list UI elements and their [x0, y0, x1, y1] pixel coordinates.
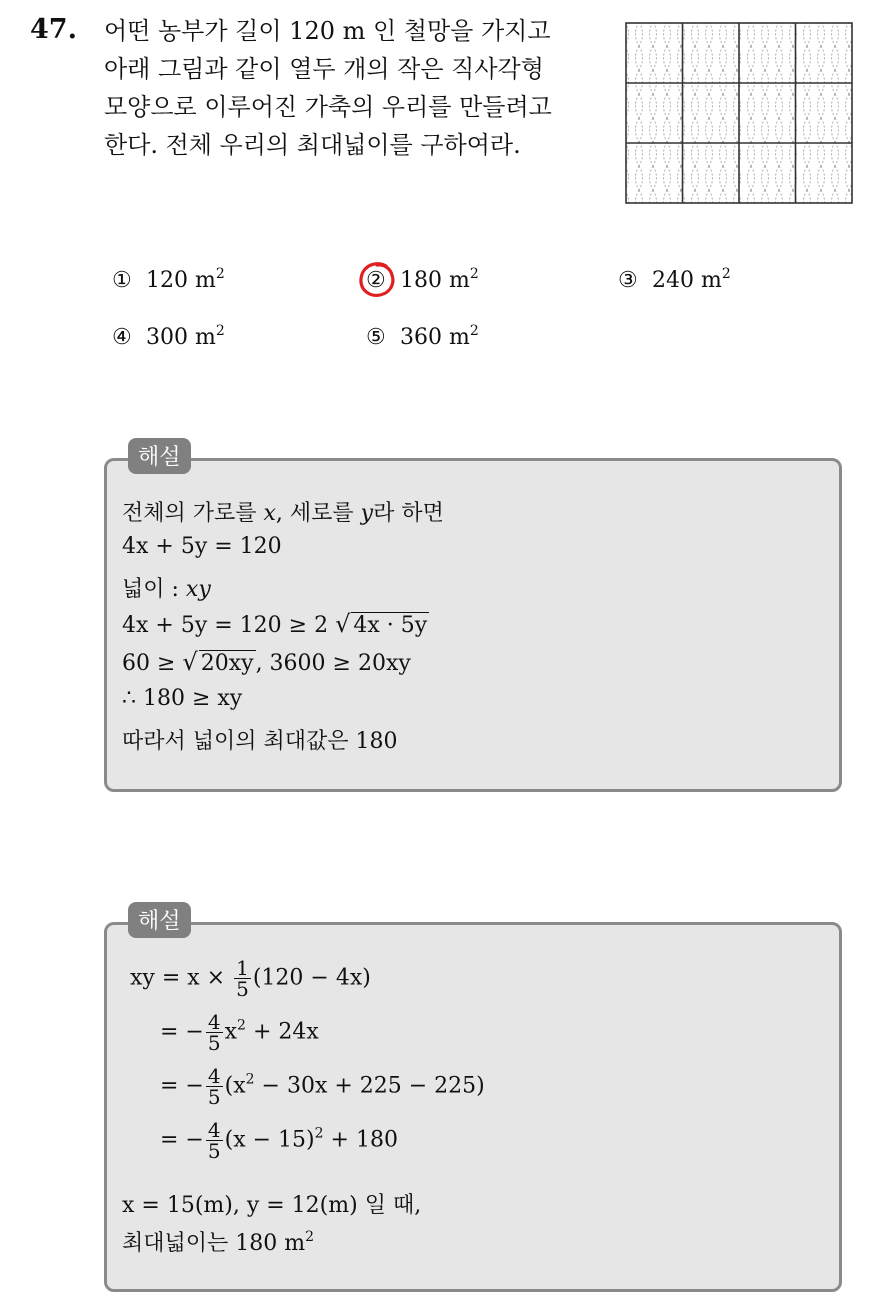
choice-number: ④ [112, 325, 132, 350]
choice-exponent: 2 [469, 323, 479, 339]
text: (x [224, 1073, 246, 1099]
text: 최대넓이는 180 m [122, 1231, 306, 1256]
var-x: x [263, 501, 276, 526]
choice-value: 300 m [146, 325, 216, 350]
choice-1[interactable] [112, 268, 225, 293]
numerator: 4 [207, 1064, 221, 1088]
solution1-line-3 [122, 572, 211, 603]
solution2-line-6 [122, 1226, 314, 1257]
text: = − [160, 1019, 204, 1045]
choice-exponent: 2 [469, 266, 479, 282]
choice-number: ③ [618, 268, 638, 293]
radical-sign: √ [335, 610, 351, 638]
text: + 24x [245, 1019, 319, 1045]
fraction [206, 1012, 223, 1053]
solution1-line-2: 4x + 5y = 120 [122, 534, 282, 559]
text: , 세로를 [275, 501, 361, 526]
solution2-eq-4 [160, 1120, 398, 1161]
text: xy = x × [130, 965, 233, 991]
var-xy: xy [185, 577, 211, 602]
solution1-line-1 [122, 496, 444, 527]
choice-3[interactable] [618, 268, 731, 293]
text: = − [160, 1073, 204, 1099]
text: 4x + 5y = 120 ≥ 2 [122, 613, 329, 638]
solution2-eq-1 [130, 958, 371, 999]
text: 60 ≥ [122, 651, 183, 676]
fraction [206, 1066, 223, 1107]
var-y: y [360, 501, 374, 526]
radical-sign: √ [182, 648, 198, 676]
denominator: 5 [207, 1139, 221, 1163]
text: (x − 15) [224, 1127, 315, 1153]
choice-number: ⑤ [366, 325, 386, 350]
choice-exponent: 2 [721, 266, 731, 282]
text: x [224, 1019, 238, 1045]
solution1-line-5 [122, 648, 411, 676]
text: 전체의 가로를 [122, 501, 264, 526]
solution2-eq-3 [160, 1066, 485, 1107]
text: (120 − 4x) [252, 965, 371, 991]
numerator: 4 [207, 1118, 221, 1142]
solution2-eq-2 [160, 1012, 319, 1053]
text: − 30x + 225 − 225) [254, 1073, 485, 1099]
choice-exponent: 2 [215, 323, 225, 339]
fraction [234, 958, 251, 999]
fraction [206, 1120, 223, 1161]
numerator: 4 [207, 1010, 221, 1034]
radicand: 20xy [200, 651, 254, 676]
answer-circle-mark [356, 260, 398, 300]
choice-exponent: 2 [215, 266, 225, 282]
text: + 180 [323, 1127, 398, 1153]
solution1-line-7: 따라서 넓이의 최대값은 180 [122, 729, 398, 754]
text: = − [160, 1127, 204, 1153]
denominator: 5 [236, 977, 249, 1001]
exponent: 2 [245, 1071, 255, 1088]
choice-number: ① [112, 268, 132, 293]
choice-5[interactable] [366, 325, 479, 350]
solution2-line-5: x = 15(m), y = 12(m) 일 때, [122, 1193, 422, 1218]
question-line: 모양으로 이루어진 가축의 우리를 만들려고 [104, 93, 552, 121]
denominator: 5 [207, 1085, 221, 1109]
text: 넓이 : [122, 577, 186, 602]
question-line: 한다. 전체 우리의 최대넓이를 구하여라. [104, 131, 521, 159]
solution-tag-1: 해설 [128, 438, 191, 474]
denominator: 5 [207, 1031, 221, 1055]
exponent: 2 [237, 1017, 246, 1034]
exponent: 2 [314, 1125, 324, 1142]
choice-number: ② [366, 268, 386, 293]
question-number: 47. [30, 14, 77, 45]
choice-4[interactable] [112, 325, 225, 350]
solution-tag-2: 해설 [128, 902, 191, 938]
numerator: 1 [236, 956, 249, 980]
solution1-line-4 [122, 610, 429, 638]
question-line: 아래 그림과 같이 열두 개의 작은 직사각형 [104, 55, 544, 83]
choice-value: 360 m [400, 325, 470, 350]
question-text [104, 12, 604, 164]
radicand: 4x · 5y [353, 613, 428, 638]
text: , 3600 ≥ 20xy [255, 651, 411, 676]
question-line: 어떤 농부가 길이 120 m 인 철망을 가지고 [104, 17, 551, 45]
choice-value: 180 m [400, 268, 470, 293]
exponent: 2 [305, 1229, 315, 1245]
fence-grid-figure [625, 22, 853, 204]
text: 라 하면 [373, 501, 444, 526]
choice-value: 120 m [146, 268, 216, 293]
solution1-line-6: ∴ 180 ≥ xy [122, 686, 243, 711]
choice-value: 240 m [652, 268, 722, 293]
